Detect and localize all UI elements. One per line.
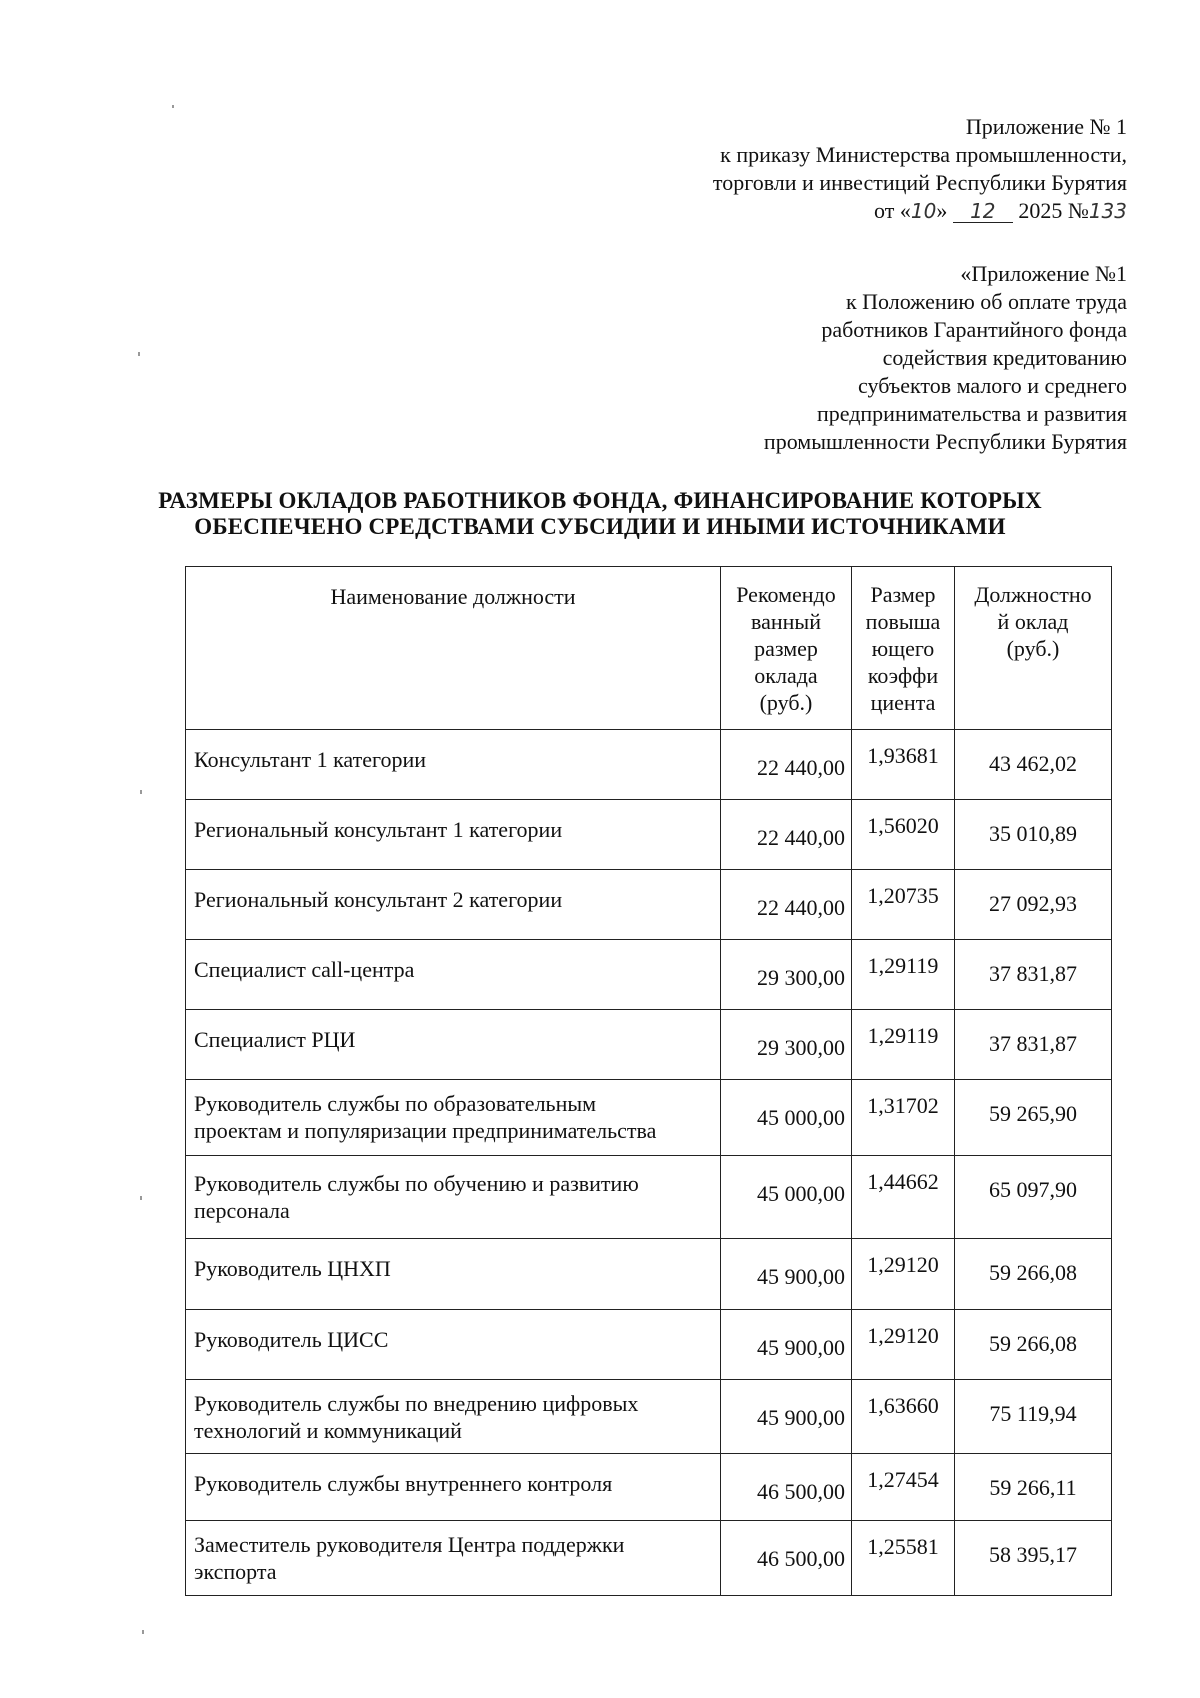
scan-mark [140, 1196, 142, 1200]
regulation-line: работников Гарантийного фонда [821, 317, 1127, 342]
table-row [186, 1239, 1112, 1310]
scan-mark [140, 790, 142, 794]
table-row [186, 1156, 1112, 1239]
order-header-line: Приложение № 1 [965, 114, 1127, 139]
title-line: РАЗМЕРЫ ОКЛАДОВ РАБОТНИКОВ ФОНДА, ФИНАНСИРОВАНИЕ КОТОРЫХ [158, 488, 1042, 513]
cell-salary: 59 266,11 [955, 1454, 1112, 1521]
header-coefficient-line: циента [870, 690, 936, 715]
position-line: технологий и коммуникаций [194, 1418, 462, 1443]
header-salary [955, 567, 1112, 730]
cell-position [186, 1310, 721, 1380]
cell-salary: 43 462,02 [955, 730, 1112, 800]
cell-base-salary: 22 440,00 [721, 800, 852, 870]
cell-salary: 59 266,08 [955, 1239, 1112, 1310]
position-line: Заместитель руководителя Центра поддержки [194, 1532, 625, 1557]
position-line: персонала [194, 1198, 290, 1223]
cell-coefficient: 1,29120 [852, 1239, 955, 1310]
header-position: Наименование должности [186, 567, 721, 730]
cell-base-salary: 45 900,00 [721, 1310, 852, 1380]
cell-base-salary: 29 300,00 [721, 940, 852, 1010]
position-line: Руководитель службы по образовательным [194, 1091, 597, 1116]
table-header-row [186, 567, 1112, 730]
regulation-header [764, 260, 1127, 456]
regulation-line: промышленности Республики Бурятия [763, 429, 1127, 454]
cell-coefficient: 1,29119 [852, 1010, 955, 1080]
header-salary-line: й оклад [997, 609, 1069, 634]
cell-position [186, 1380, 721, 1454]
header-coefficient-line: ющего [871, 636, 935, 661]
cell-base-salary: 22 440,00 [721, 870, 852, 940]
scan-mark [142, 1630, 144, 1634]
position-line: Консультант 1 категории [194, 747, 427, 772]
header-base-salary [721, 567, 852, 730]
order-date-line [713, 197, 1127, 225]
cell-salary: 37 831,87 [955, 1010, 1112, 1080]
table-row [186, 1521, 1112, 1596]
position-line: Руководитель службы внутреннего контроля [194, 1471, 613, 1496]
cell-base-salary: 45 000,00 [721, 1156, 852, 1239]
cell-salary: 59 266,08 [955, 1310, 1112, 1380]
document-title [0, 488, 1200, 540]
handwritten-number: 133 [1088, 199, 1127, 223]
cell-base-salary: 45 000,00 [721, 1080, 852, 1156]
date-mid: » [936, 198, 953, 223]
header-coefficient [852, 567, 955, 730]
table-row [186, 1310, 1112, 1380]
table-row [186, 870, 1112, 940]
header-salary-line: Должностно [974, 582, 1092, 607]
cell-base-salary: 45 900,00 [721, 1380, 852, 1454]
cell-salary: 27 092,93 [955, 870, 1112, 940]
cell-coefficient: 1,25581 [852, 1521, 955, 1596]
cell-salary: 59 265,90 [955, 1080, 1112, 1156]
header-salary-line: (руб.) [1006, 636, 1060, 661]
cell-position [186, 1521, 721, 1596]
handwritten-day: 10 [910, 199, 937, 223]
cell-salary: 65 097,90 [955, 1156, 1112, 1239]
position-line: экспорта [194, 1559, 277, 1584]
cell-coefficient: 1,56020 [852, 800, 955, 870]
scan-mark [172, 105, 174, 108]
header-coefficient-line: коэффи [867, 663, 939, 688]
table-row [186, 1010, 1112, 1080]
cell-coefficient: 1,93681 [852, 730, 955, 800]
cell-position [186, 1080, 721, 1156]
regulation-line: «Приложение №1 [960, 261, 1127, 286]
table-row [186, 1380, 1112, 1454]
position-line: Руководитель службы по внедрению цифровых [194, 1391, 639, 1416]
table-row [186, 730, 1112, 800]
order-header-line: к приказу Министерства промышленности, [720, 142, 1127, 167]
cell-coefficient: 1,27454 [852, 1454, 955, 1521]
cell-position [186, 1239, 721, 1310]
cell-base-salary: 46 500,00 [721, 1454, 852, 1521]
cell-base-salary: 46 500,00 [721, 1521, 852, 1596]
regulation-line: к Положению об оплате труда [845, 289, 1127, 314]
table-row [186, 940, 1112, 1010]
header-base-salary-line: ванный [751, 609, 821, 634]
cell-position [186, 1156, 721, 1239]
regulation-line: предпринимательства и развития [816, 401, 1127, 426]
cell-coefficient: 1,29120 [852, 1310, 955, 1380]
date-year: 2025 № [1012, 198, 1089, 223]
order-header-line: торговли и инвестиций Республики Бурятия [712, 170, 1127, 195]
cell-salary: 75 119,94 [955, 1380, 1112, 1454]
position-line: Руководитель ЦНХП [194, 1256, 391, 1281]
position-line: Специалист РЦИ [194, 1027, 356, 1052]
order-header [713, 113, 1127, 225]
date-prefix: от « [874, 198, 911, 223]
position-line: проектам и популяризации предпринимательства [194, 1118, 657, 1143]
position-line: Региональный консультант 2 категории [194, 887, 563, 912]
position-line: Специалист call-центра [194, 957, 415, 982]
cell-base-salary: 45 900,00 [721, 1239, 852, 1310]
header-base-salary-line: (руб.) [759, 690, 813, 715]
header-base-salary-line: оклада [754, 663, 818, 688]
cell-base-salary: 22 440,00 [721, 730, 852, 800]
header-coefficient-line: Размер [870, 582, 936, 607]
handwritten-month: 12 [953, 200, 1013, 223]
table-row [186, 800, 1112, 870]
cell-position [186, 800, 721, 870]
cell-salary: 37 831,87 [955, 940, 1112, 1010]
scan-mark [138, 352, 140, 356]
regulation-line: субъектов малого и среднего [858, 373, 1127, 398]
cell-coefficient: 1,63660 [852, 1380, 955, 1454]
header-base-salary-line: размер [754, 636, 818, 661]
cell-salary: 35 010,89 [955, 800, 1112, 870]
cell-position [186, 1010, 721, 1080]
cell-coefficient: 1,29119 [852, 940, 955, 1010]
salary-table [185, 566, 1112, 1596]
regulation-line: содействия кредитованию [882, 345, 1127, 370]
cell-salary: 58 395,17 [955, 1521, 1112, 1596]
cell-coefficient: 1,31702 [852, 1080, 955, 1156]
title-line: ОБЕСПЕЧЕНО СРЕДСТВАМИ СУБСИДИИ И ИНЫМИ ИСТОЧНИКАМИ [194, 514, 1006, 539]
position-line: Руководитель ЦИСС [194, 1327, 389, 1352]
position-line: Региональный консультант 1 категории [194, 817, 563, 842]
position-line: Руководитель службы по обучению и развитию [194, 1171, 639, 1196]
cell-coefficient: 1,20735 [852, 870, 955, 940]
cell-position [186, 1454, 721, 1521]
cell-position [186, 870, 721, 940]
header-base-salary-line: Рекомендо [736, 582, 836, 607]
cell-position [186, 730, 721, 800]
table-row [186, 1454, 1112, 1521]
table-row [186, 1080, 1112, 1156]
header-coefficient-line: повыша [865, 609, 941, 634]
cell-position [186, 940, 721, 1010]
cell-base-salary: 29 300,00 [721, 1010, 852, 1080]
cell-coefficient: 1,44662 [852, 1156, 955, 1239]
